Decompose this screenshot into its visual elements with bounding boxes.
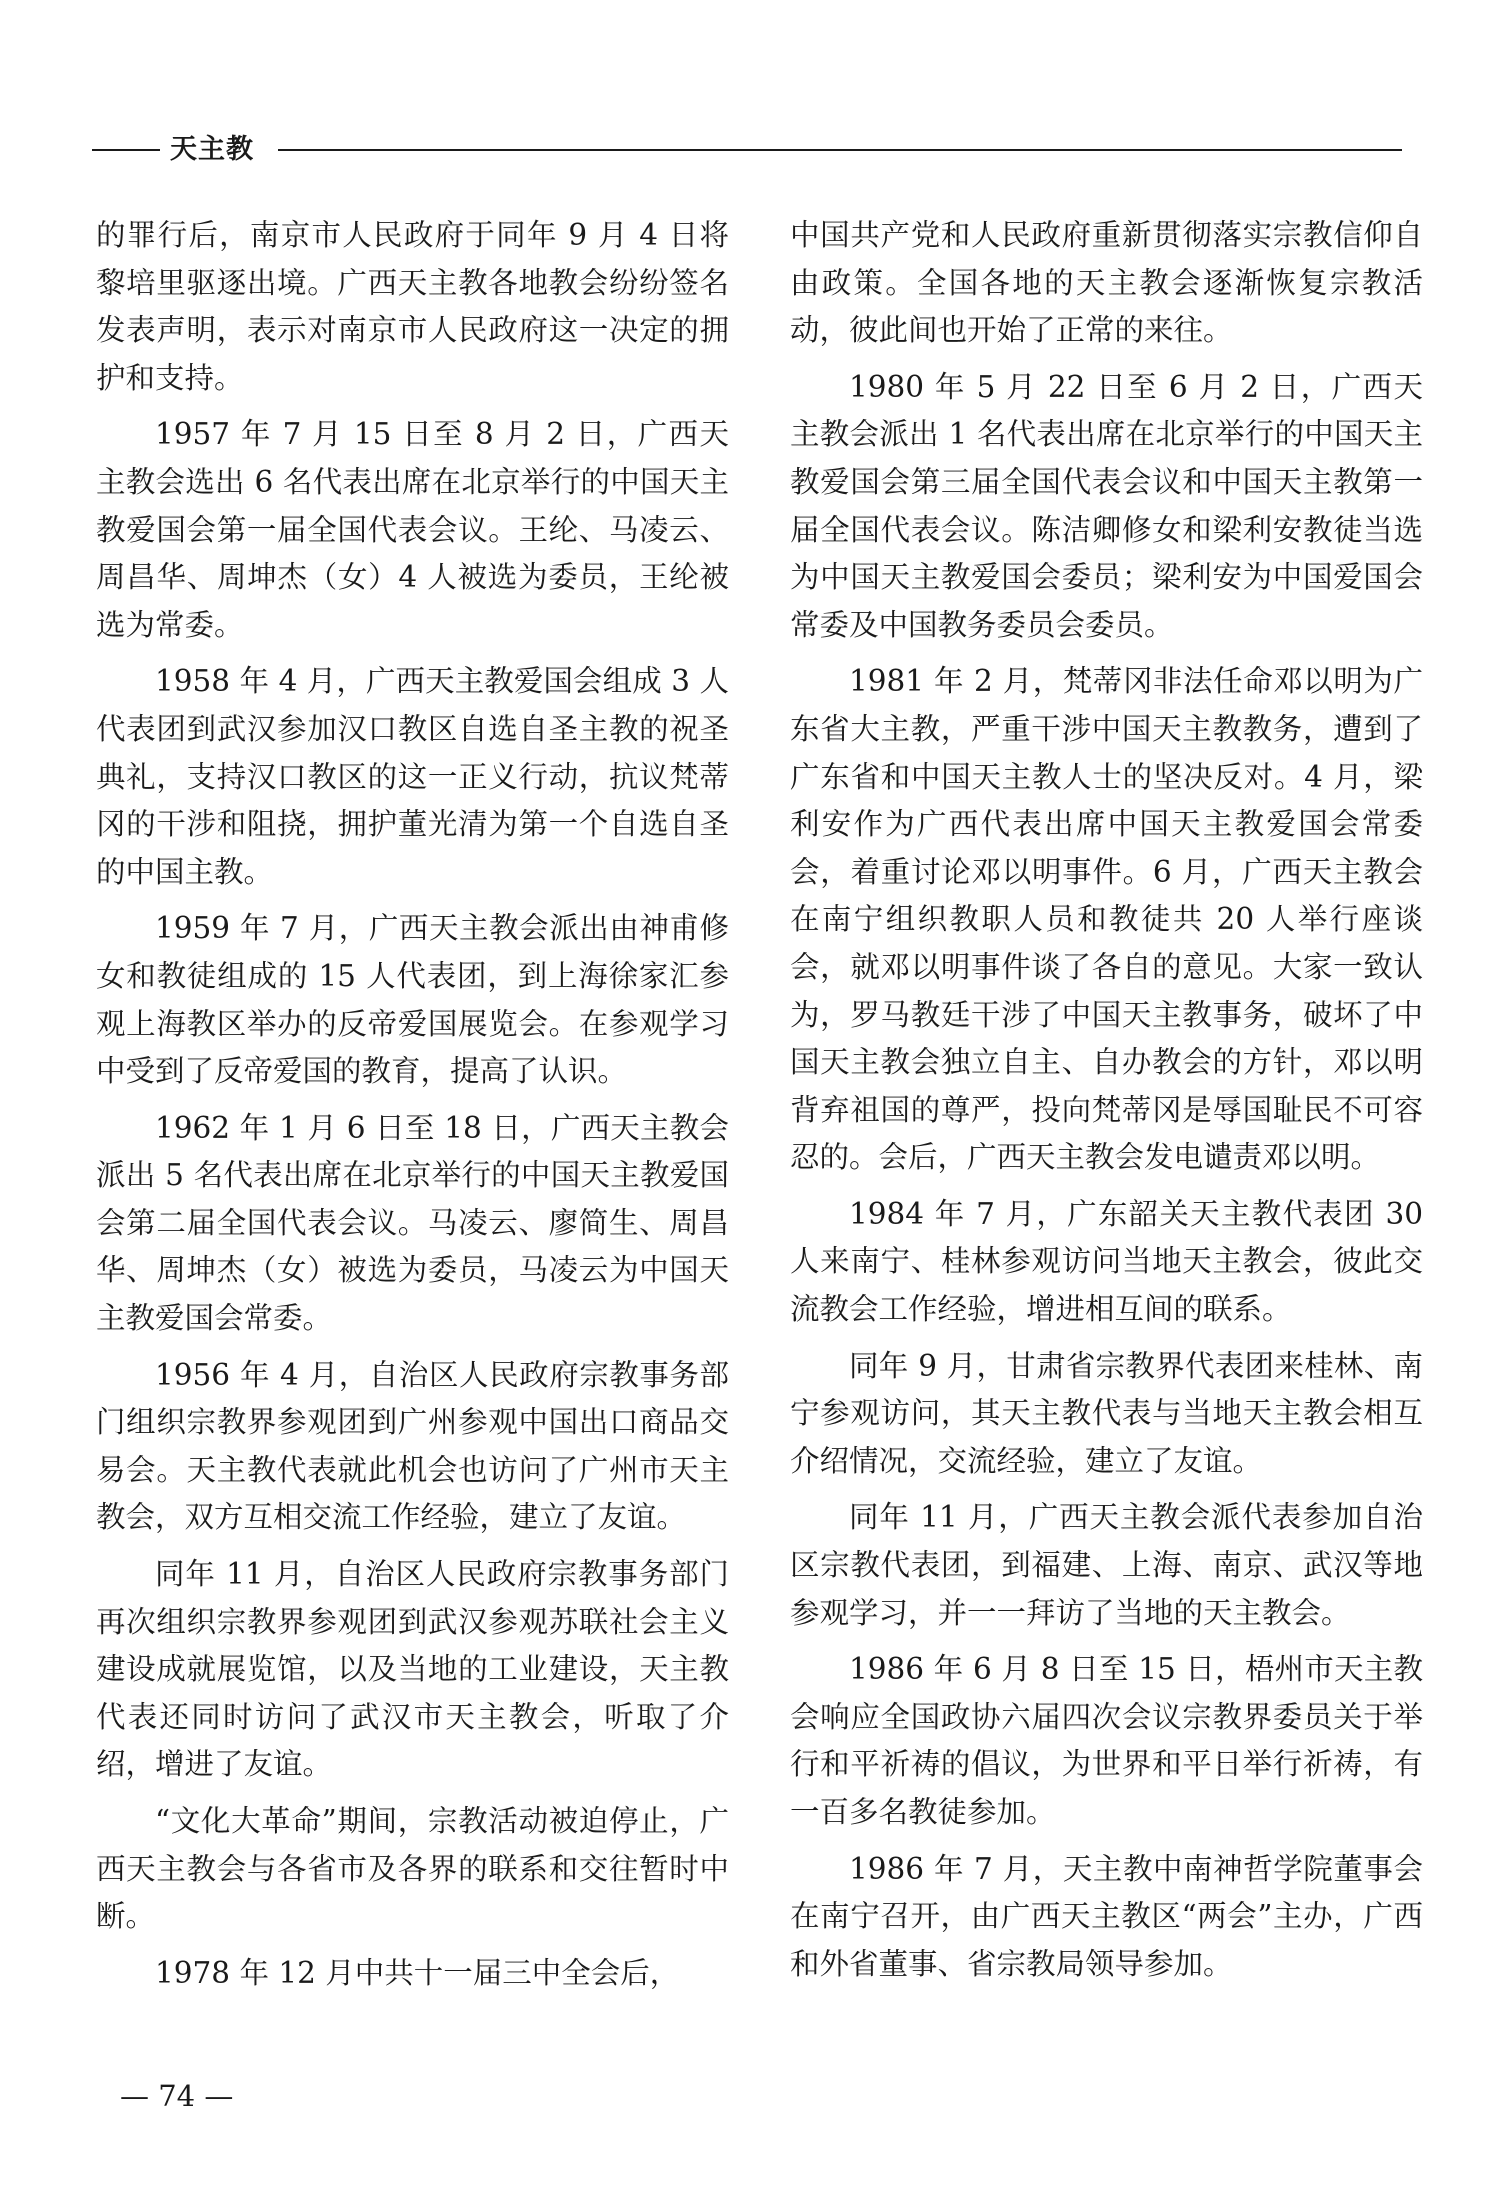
paragraph: 1986 年 7 月，天主教中南神哲学院董事会在南宁召开，由广西天主教区“两会”主办，广西和外省董事、省宗教局领导参加。 bbox=[790, 1851, 1423, 1981]
paragraph: “文化大革命”期间，宗教活动被迫停止，广西天主教会与各省市及各界的联系和交往暂时中断。 bbox=[96, 1804, 729, 1934]
running-header bbox=[92, 128, 1402, 172]
paragraph: 1981 年 2 月，梵蒂冈非法任命邓以明为广东省大主教，严重干涉中国天主教教务，遭到了广东省和中国天主教人士的坚决反对。4 月，梁利安作为广西代表出席中国天主教爱国会常委会，着重讨论邓以明事件。6 月，广西天主教会在南宁组织教职人员和教徒共 20 人举行座谈会，就邓以明事件谈了各自的意见。大家一致认为，罗马教廷干涉了中国天主教事务，破坏了中国天主教会独立自主、自办教会的方针，邓以明背弃祖国的尊严，投向梵蒂冈是辱国耻民不可容忍的。会后，广西天主教会发电谴责邓以明。 bbox=[790, 664, 1423, 1175]
page-number: — 74 — bbox=[120, 2079, 234, 2113]
paragraph: 1957 年 7 月 15 日至 8 月 2 日，广西天主教会选出 6 名代表出席在北京举行的中国天主教爱国会第一届全国代表会议。王纶、马凌云、周昌华、周坤杰（女）4 人被选为委员，王纶被选为常委。 bbox=[96, 417, 729, 642]
paragraph: 的罪行后，南京市人民政府于同年 9 月 4 日将黎培里驱逐出境。广西天主教各地教会纷纷签名发表声明，表示对南京市人民政府这一决定的拥护和支持。 bbox=[96, 218, 729, 395]
header-rule-right bbox=[278, 149, 1402, 151]
paragraph: 1984 年 7 月，广东韶关天主教代表团 30 人来南宁、桂林参观访问当地天主教会，彼此交流教会工作经验，增进相互间的联系。 bbox=[790, 1196, 1423, 1327]
right-text-column bbox=[790, 212, 1423, 1997]
paragraph: 1980 年 5 月 22 日至 6 月 2 日，广西天主教会派出 1 名代表出席在北京举行的中国天主教爱国会第三届全国代表会议和中国天主教第一届全国代表会议。陈洁卿修女和梁利安教徒当选为中国天主教爱国会委员；梁利安为中国爱国会常委及中国教务委员会委员。 bbox=[790, 369, 1423, 642]
paragraph: 同年 11 月，自治区人民政府宗教事务部门再次组织宗教界参观团到武汉参观苏联社会主义建设成就展览馆，以及当地的工业建设，天主教代表还同时访问了武汉市天主教会，听取了介绍，增进了友谊。 bbox=[96, 1557, 729, 1782]
paragraph: 1958 年 4 月，广西天主教爱国会组成 3 人代表团到武汉参加汉口教区自选自圣主教的祝圣典礼，支持汉口教区的这一正义行动，抗议梵蒂冈的干涉和阻挠，拥护董光清为第一个自选自圣的中国主教。 bbox=[96, 664, 729, 889]
running-header-title: 天主教 bbox=[170, 134, 254, 165]
header-rule-left bbox=[92, 149, 160, 151]
paragraph: 1962 年 1 月 6 日至 18 日，广西天主教会派出 5 名代表出席在北京举行的中国天主教爱国会第二届全国代表会议。马凌云、廖简生、周昌华、周坤杰（女）被选为委员，马凌云为中国天主教爱国会常委。 bbox=[96, 1110, 729, 1336]
paragraph: 1959 年 7 月，广西天主教会派出由神甫修女和教徒组成的 15 人代表团，到上海徐家汇参观上海教区举办的反帝爱国展览会。在参观学习中受到了反帝爱国的教育，提高了认识。 bbox=[96, 911, 729, 1089]
paragraph: 同年 11 月，广西天主教会派代表参加自治区宗教代表团，到福建、上海、南京、武汉等地参观学习，并一一拜访了当地的天主教会。 bbox=[790, 1500, 1423, 1630]
paragraph: 1978 年 12 月中共十一届三中全会后， bbox=[155, 1955, 680, 1990]
left-text-column bbox=[96, 212, 729, 2006]
paragraph: 1986 年 6 月 8 日至 15 日，梧州市天主教会响应全国政协六届四次会议宗教界委员关于举行和平祈祷的倡议，为世界和平日举行祈祷，有一百多名教徒参加。 bbox=[790, 1652, 1423, 1829]
paragraph: 中国共产党和人民政府重新贯彻落实宗教信仰自由政策。全国各地的天主教会逐渐恢复宗教活动，彼此间也开始了正常的来往。 bbox=[790, 218, 1423, 348]
paragraph: 1956 年 4 月，自治区人民政府宗教事务部门组织宗教界参观团到广州参观中国出口商品交易会。天主教代表就此机会也访问了广州市天主教会，双方互相交流工作经验，建立了友谊。 bbox=[96, 1357, 729, 1535]
paragraph: 同年 9 月，甘肃省宗教界代表团来桂林、南宁参观访问，其天主教代表与当地天主教会相互介绍情况，交流经验，建立了友谊。 bbox=[790, 1348, 1423, 1478]
